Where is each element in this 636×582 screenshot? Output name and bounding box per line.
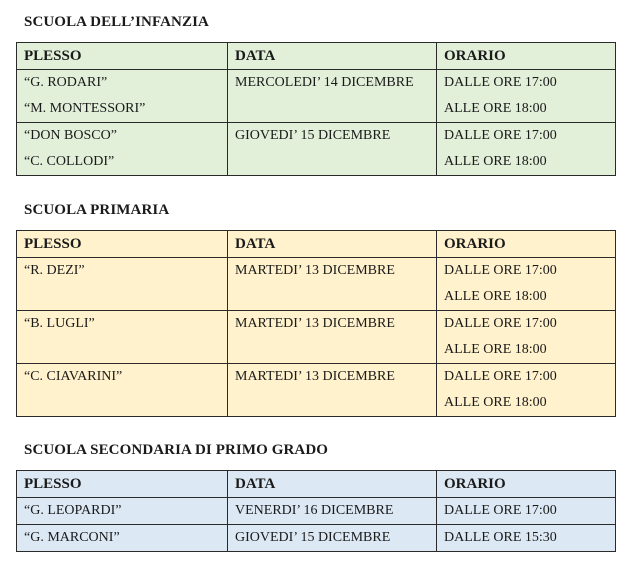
table-row bbox=[17, 70, 616, 123]
time-from: DALLE ORE 17:00 bbox=[444, 75, 557, 90]
date-text: MERCOLEDI’ 14 DICEMBRE bbox=[235, 75, 414, 90]
plesso-name: “G. MARCONI” bbox=[24, 530, 120, 545]
cell-plesso bbox=[17, 70, 228, 123]
table-row bbox=[17, 525, 616, 552]
header-orario: ORARIO bbox=[437, 231, 616, 258]
plesso-name: “M. MONTESSORI” bbox=[24, 101, 146, 116]
header-data: DATA bbox=[228, 471, 437, 498]
table-header-row bbox=[17, 231, 616, 258]
cell-data bbox=[228, 364, 437, 417]
plesso-name: “G. RODARI” bbox=[24, 75, 108, 90]
cell-orario bbox=[437, 123, 616, 176]
section-title-primaria: SCUOLA PRIMARIA bbox=[24, 202, 170, 218]
cell-data bbox=[228, 498, 437, 525]
plesso-name: “R. DEZI” bbox=[24, 263, 85, 278]
time-from: DALLE ORE 17:00 bbox=[444, 263, 557, 278]
date-text: GIOVEDI’ 15 DICEMBRE bbox=[235, 128, 391, 143]
time-to: ALLE ORE 18:00 bbox=[444, 395, 547, 410]
date-text: MARTEDI’ 13 DICEMBRE bbox=[235, 263, 395, 278]
header-orario: ORARIO bbox=[437, 471, 616, 498]
time-from: DALLE ORE 15:30 bbox=[444, 530, 557, 545]
cell-plesso bbox=[17, 498, 228, 525]
section-title-secondaria: SCUOLA SECONDARIA DI PRIMO GRADO bbox=[24, 442, 329, 458]
cell-orario bbox=[437, 364, 616, 417]
schedule-table-infanzia bbox=[16, 42, 616, 176]
time-to: ALLE ORE 18:00 bbox=[444, 289, 547, 304]
cell-plesso bbox=[17, 525, 228, 552]
date-text: MARTEDI’ 13 DICEMBRE bbox=[235, 369, 395, 384]
table-row bbox=[17, 258, 616, 311]
time-to: ALLE ORE 18:00 bbox=[444, 342, 547, 357]
date-text: VENERDI’ 16 DICEMBRE bbox=[235, 503, 394, 518]
plesso-name: “DON BOSCO” bbox=[24, 128, 117, 143]
plesso-name: “C. COLLODI” bbox=[24, 154, 115, 169]
cell-plesso bbox=[17, 258, 228, 311]
cell-data bbox=[228, 258, 437, 311]
cell-data bbox=[228, 123, 437, 176]
time-to: ALLE ORE 18:00 bbox=[444, 101, 547, 116]
table-row bbox=[17, 364, 616, 417]
cell-data bbox=[228, 311, 437, 364]
cell-orario bbox=[437, 498, 616, 525]
header-plesso: PLESSO bbox=[17, 471, 228, 498]
time-from: DALLE ORE 17:00 bbox=[444, 369, 557, 384]
plesso-name: “G. LEOPARDI” bbox=[24, 503, 122, 518]
table-header-row bbox=[17, 43, 616, 70]
time-from: DALLE ORE 17:00 bbox=[444, 316, 557, 331]
schedule-table-primaria bbox=[16, 230, 616, 417]
header-data: DATA bbox=[228, 231, 437, 258]
cell-orario bbox=[437, 70, 616, 123]
plesso-name: “B. LUGLI” bbox=[24, 316, 95, 331]
cell-orario bbox=[437, 311, 616, 364]
header-orario: ORARIO bbox=[437, 43, 616, 70]
schedule-table-secondaria bbox=[16, 470, 616, 552]
header-data: DATA bbox=[228, 43, 437, 70]
table-header-row bbox=[17, 471, 616, 498]
plesso-name: “C. CIAVARINI” bbox=[24, 369, 123, 384]
cell-data bbox=[228, 70, 437, 123]
cell-plesso bbox=[17, 364, 228, 417]
table-row bbox=[17, 498, 616, 525]
section-title-infanzia: SCUOLA DELL’INFANZIA bbox=[24, 14, 209, 30]
cell-orario bbox=[437, 258, 616, 311]
date-text: MARTEDI’ 13 DICEMBRE bbox=[235, 316, 395, 331]
table-row bbox=[17, 311, 616, 364]
cell-plesso bbox=[17, 123, 228, 176]
time-to: ALLE ORE 18:00 bbox=[444, 154, 547, 169]
table-row bbox=[17, 123, 616, 176]
header-plesso: PLESSO bbox=[17, 231, 228, 258]
time-from: DALLE ORE 17:00 bbox=[444, 128, 557, 143]
time-from: DALLE ORE 17:00 bbox=[444, 503, 557, 518]
cell-orario bbox=[437, 525, 616, 552]
cell-plesso bbox=[17, 311, 228, 364]
cell-data bbox=[228, 525, 437, 552]
date-text: GIOVEDI’ 15 DICEMBRE bbox=[235, 530, 391, 545]
header-plesso: PLESSO bbox=[17, 43, 228, 70]
